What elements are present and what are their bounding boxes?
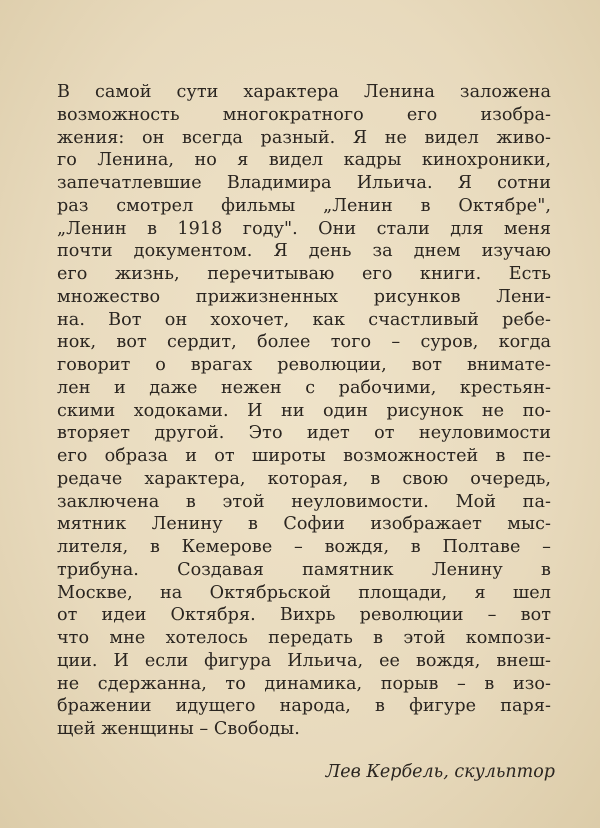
text-line: говорит о врагах революции, вот внимате- — [57, 355, 551, 375]
text-line: возможность многократного его изобра- — [57, 104, 551, 125]
text-line: лителя, в Кемерове – вождя, в Полтаве – — [57, 537, 551, 557]
text-line: мятник Ленину в Софии изображает мыс- — [57, 514, 551, 535]
text-line: запечатлевшие Владимира Ильича. Я сотни — [57, 173, 551, 193]
text-line: щей женщины – Свободы. — [57, 719, 300, 739]
text-line: ции. И если фигура Ильича, ее вождя, внеш- — [57, 650, 551, 671]
text-line: заключена в этой неуловимости. Мой па- — [57, 491, 551, 512]
author-signature: Лев Кербель, скульптор — [325, 762, 555, 782]
text-line: раз смотрел фильмы „Ленин в Октябре", — [57, 195, 551, 216]
text-line: Москве, на Октябрьской площади, я шел — [57, 582, 551, 603]
text-line: почти документом. Я день за днем изучаю — [57, 241, 551, 262]
text-line: скими ходоками. И ни один рисунок не по- — [57, 400, 551, 421]
text-line: его жизнь, перечитываю его книги. Есть — [57, 264, 551, 284]
text-line: вторяет другой. Это идет от неуловимости — [57, 423, 551, 444]
text-line: на. Вот он хохочет, как счастливый ребе- — [57, 309, 551, 330]
text-line: нок, вот сердит, более того – суров, когда — [57, 332, 551, 353]
text-line: лен и даже нежен с рабочими, крестьян- — [57, 377, 551, 398]
text-line: жения: он всегда разный. Я не видел живо- — [57, 127, 551, 148]
text-line: го Ленина, но я видел кадры кинохроники, — [57, 150, 551, 171]
text-line: В самой сути характера Ленина заложена — [57, 82, 551, 102]
text-line: что мне хотелось передать в этой компози- — [57, 628, 551, 648]
text-line: его образа и от широты возможностей в пе- — [57, 446, 551, 466]
text-line: редаче характера, которая, в свою очередь, — [57, 468, 551, 489]
text-line: „Ленин в 1918 году". Они стали для меня — [57, 218, 551, 239]
text-line: от идеи Октября. Вихрь революции – вот — [57, 605, 551, 626]
text-line: бражении идущего народа, в фигуре паря- — [57, 696, 551, 717]
text-line: множество прижизненных рисунков Лени- — [57, 286, 551, 307]
text-line: не сдержанна, то динамика, порыв – в изо- — [57, 673, 551, 694]
article-body — [57, 81, 551, 741]
text-line: трибуна. Создавая памятник Ленину в — [57, 559, 551, 580]
